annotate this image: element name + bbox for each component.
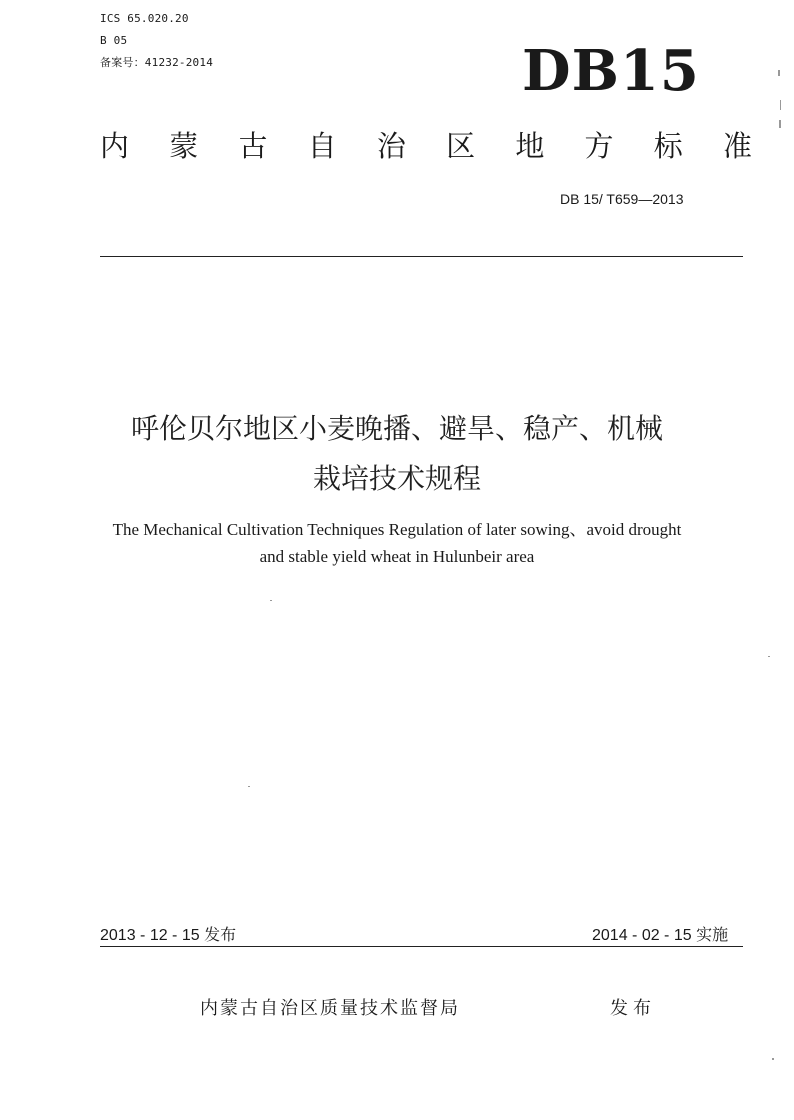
ccs-code: B 05 (100, 34, 128, 47)
title-en-line-2: and stable yield wheat in Hulunbeir area (259, 547, 535, 566)
header-divider (100, 256, 743, 257)
standard-type-heading (100, 126, 752, 166)
title-cn-line-2: 栽培技术规程 (312, 462, 481, 495)
standard-code-logo: DB15 (522, 38, 700, 104)
scan-speck (779, 120, 781, 128)
standard-type-char: 蒙 (169, 129, 199, 163)
standard-type-char: 标 (653, 129, 683, 163)
title-en-line-1: The Mechanical Cultivation Techniques Regulation of later sowing、avoid drought (112, 520, 682, 539)
title-cn-line-1: 呼伦贝尔地区小麦晚播、避旱、稳产、机械 (130, 412, 663, 445)
scan-speck (768, 656, 770, 657)
publish-label: 发布 (610, 998, 656, 1019)
standard-type-char: 区 (446, 129, 476, 163)
scan-speck (780, 100, 781, 110)
scan-speck (772, 1058, 774, 1060)
standard-type-char: 古 (238, 129, 268, 163)
standard-number: DB 15/ T659—2013 (560, 191, 684, 207)
standard-type-char: 治 (376, 129, 406, 163)
ics-code: ICS 65.020.20 (100, 12, 189, 25)
scan-speck (778, 70, 780, 76)
filing-number: 备案号：41232-2014 (100, 56, 214, 69)
scan-speck (270, 600, 272, 601)
document-title-en (60, 516, 734, 570)
scan-speck (248, 786, 250, 787)
implementation-date: 2014 - 02 - 15 实施 (592, 927, 729, 944)
document-title-cn (60, 404, 734, 504)
footer-divider (100, 946, 743, 947)
issue-date: 2013 - 12 - 15 发布 (100, 927, 237, 944)
standard-type-char: 自 (307, 129, 337, 163)
standard-type-char: 地 (515, 129, 545, 163)
standard-type-char: 方 (584, 129, 614, 163)
standard-type-char: 内 (100, 129, 130, 163)
standard-type-char: 准 (722, 129, 752, 163)
issuing-authority: 内蒙古自治区质量技术监督局 (200, 998, 460, 1019)
